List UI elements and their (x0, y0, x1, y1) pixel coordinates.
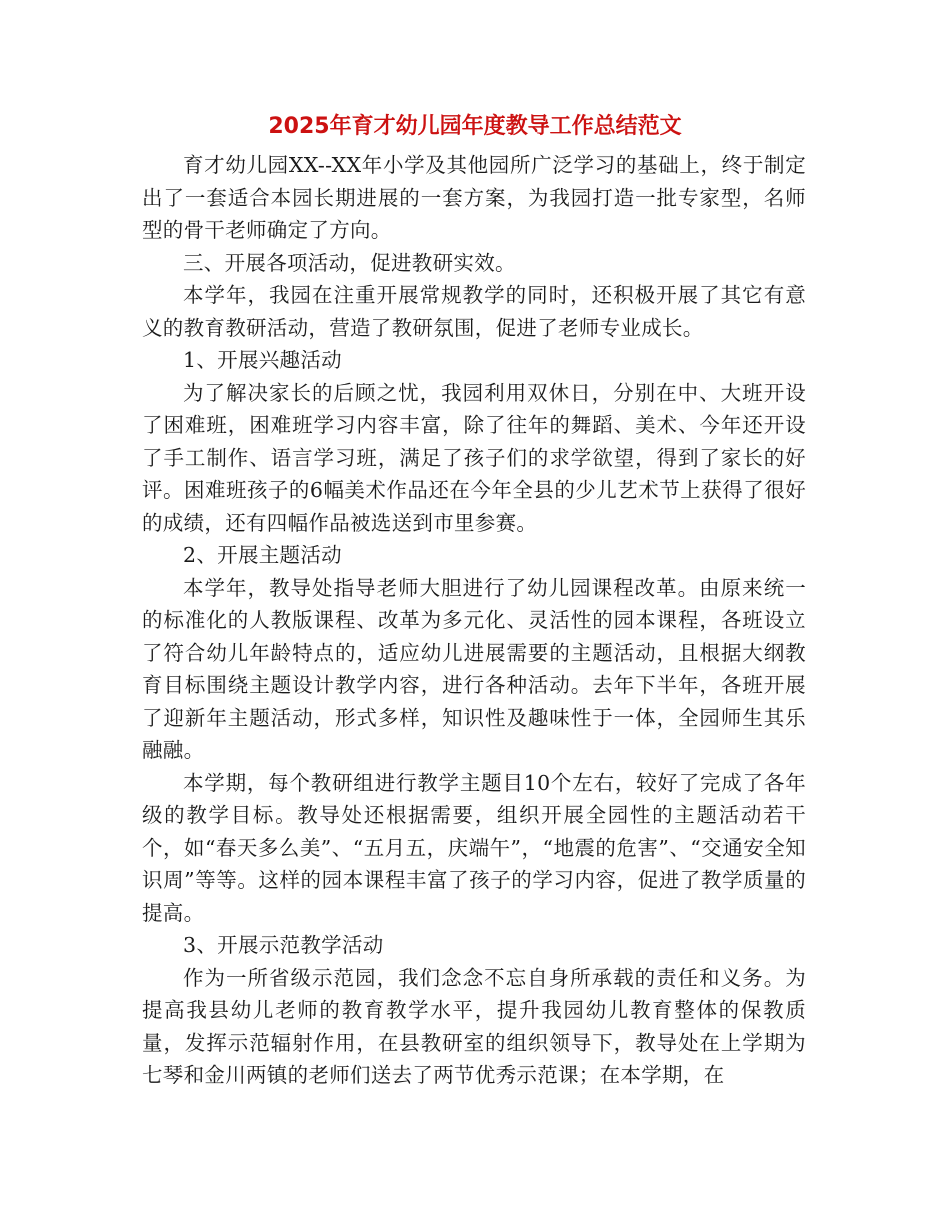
subheading-demo-teaching: 3、开展示范教学活动 (183, 933, 384, 957)
subheading-interest-activities: 1、开展兴趣活动 (183, 348, 342, 372)
subheading-theme-activities: 2、开展主题活动 (183, 543, 342, 567)
section-heading-activities: 三、开展各项活动，促进教研实效。 (183, 250, 516, 275)
paragraph-semester-themes: 本学期，每个教研组进行教学主题目10个左右，较好了完成了各年级的教学目标。教导处还根据需要，组织开展全园性的主题活动若干个，如“春天多么美”、“五月五，庆端午”，“地震的危害”、“交通安全知识周”等等。这样的园本课程丰富了孩子的学习内容，促进了教学质量的提高。 (142, 770, 806, 925)
document-body (142, 149, 806, 1092)
paragraph-activities-overview: 本学年，我园在注重开展常规教学的同时，还积极开展了其它有意义的教育教研活动，营造了教研氛围，促进了老师专业成长。 (142, 283, 806, 340)
paragraph-intro: 育才幼儿园XX--XX年小学及其他园所广泛学习的基础上，终于制定出了一套适合本园长期进展的一套方案，为我园打造一批专家型，名师型的骨干老师确定了方向。 (142, 153, 806, 242)
document-title: 2025年育才幼儿园年度教导工作总结范文 (268, 114, 682, 139)
paragraph-theme-activities: 本学年，教导处指导老师大胆进行了幼儿园课程改革。由原来统一的标准化的人教版课程、改革为多元化、灵活性的园本课程，各班设立了符合幼儿年龄特点的，适应幼儿进展需要的主题活动，且根据大纲教育目标围绕主题设计教学内容，进行各种活动。去年下半年，各班开展了迎新年主题活动，形式多样，知识性及趣味性于一体，全园师生其乐融融。 (142, 575, 806, 762)
paragraph-interest-activities: 为了解决家长的后顾之忧，我园利用双休日，分别在中、大班开设了困难班，困难班学习内容丰富，除了往年的舞蹈、美术、今年还开设了手工制作、语言学习班，满足了孩子们的求学欲望，得到了家长的好评。困难班孩子的6幅美术作品还在今年全县的少儿艺术节上获得了很好的成绩，还有四幅作品被选送到市里参赛。 (142, 380, 806, 535)
paragraph-demo-teaching: 作为一所省级示范园，我们念念不忘自身所承载的责任和义务。为提高我县幼儿老师的教育教学水平，提升我园幼儿教育整体的保教质量，发挥示范辐射作用，在县教研室的组织领导下，教导处在上学期为七琴和金川两镇的老师们送去了两节优秀示范课；在本学期，在 (142, 965, 806, 1087)
